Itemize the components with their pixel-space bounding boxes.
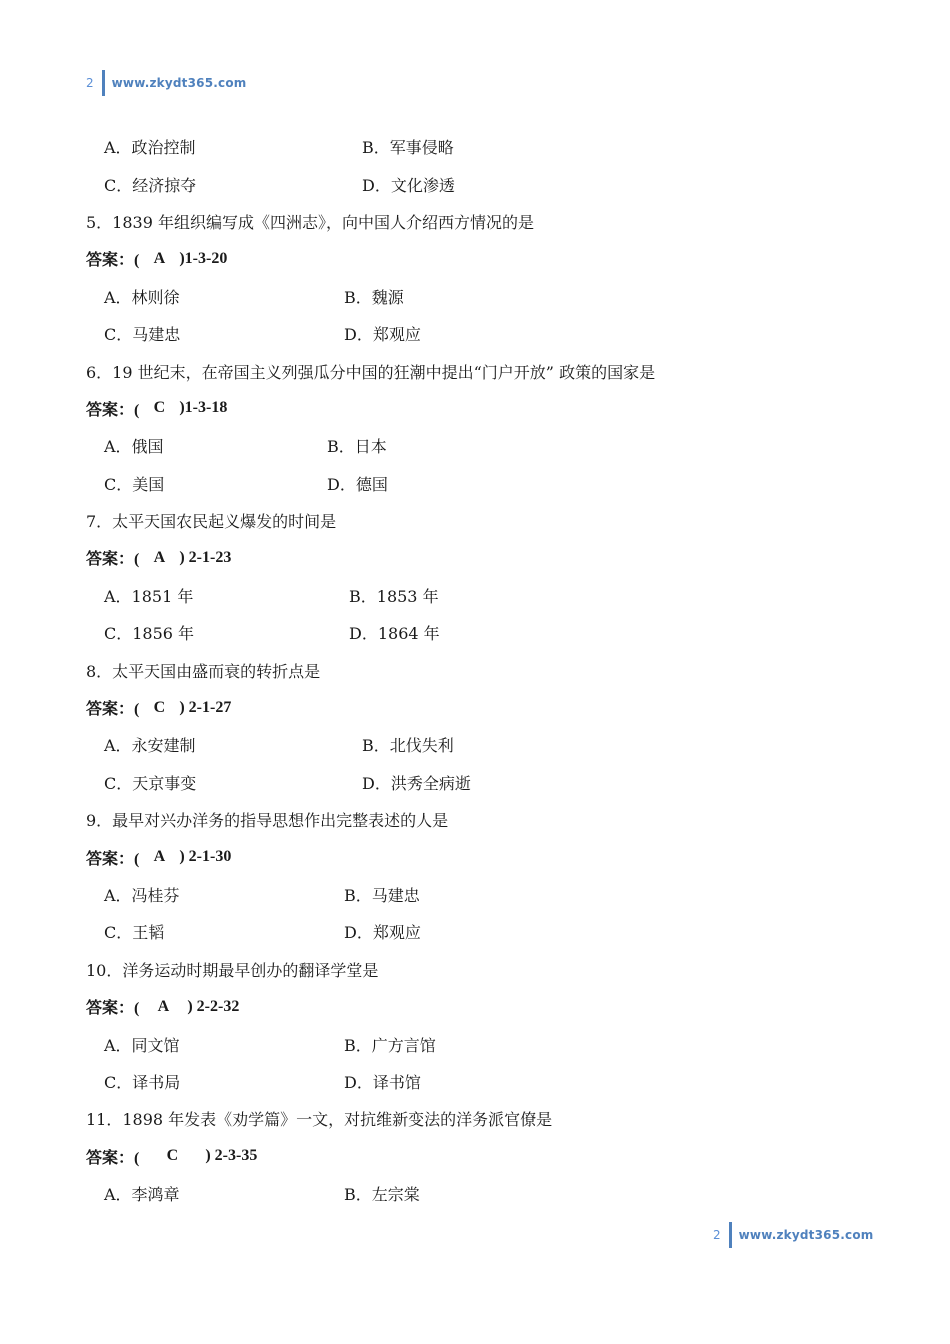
q5-option-d: D．郑观应 [344,325,421,345]
page-header [86,70,246,96]
answer-letter: C [166,1147,179,1165]
q6-option-c: C．美国 [104,474,165,494]
answer-code: ) 2-1-23 [179,548,232,566]
q5-options-row-2 [86,315,866,352]
answer-prefix: 答案：( [86,551,140,569]
q6-question: 6．19 世纪末，在帝国主义列强瓜分中国的狂潮中提出“门户开放” 政策的国家是 [86,362,656,382]
answer-letter: C [153,698,166,716]
q9-option-b: B．马建忠 [344,886,420,905]
q9-answer [86,838,866,875]
answer-letter: C [153,399,166,417]
q9-option-a: A．冯桂芬 [104,886,180,905]
q9-options-row-1 [86,876,866,913]
q8-options-row-2 [86,764,866,801]
q8-option-b: B．北伐失利 [362,736,454,756]
q7-answer [86,539,866,576]
q7-options-row-1 [86,577,866,614]
q9-options-row-2 [86,913,866,950]
answer-code: ) 2-3-35 [205,1147,258,1165]
answer-code: ) 2-1-30 [179,848,232,866]
q7-question: 7．太平天国农民起义爆发的时间是 [86,512,337,532]
q5-option-a: A．林则徐 [104,287,180,307]
header-page-number: 2 [86,76,94,90]
q5-option-c: C．马建忠 [104,325,181,345]
q6-option-b: B．日本 [327,437,387,457]
q7-option-a: A．1851 年 [104,586,194,606]
q5-answer [86,240,866,277]
q11-option-b: B．左宗棠 [344,1185,420,1205]
q9-option-c: C．王韬 [104,923,165,943]
footer-page-number: 2 [713,1228,721,1242]
q10-options-row-2 [86,1063,866,1100]
q11-question: 11．1898 年发表《劝学篇》一文，对抗维新变法的洋务派官僚是 [86,1110,553,1130]
answer-prefix: 答案：( [86,1149,140,1167]
answer-prefix: 答案：( [86,701,140,719]
answer-letter: A [153,848,166,866]
q6-option-a: A．俄国 [104,437,164,457]
q6-answer [86,390,866,427]
answer-code: )1-3-18 [179,399,228,417]
page-footer [713,1222,873,1248]
header-site-link[interactable]: www.zkydt365.com [111,76,247,90]
q5-option-b: B．魏源 [344,287,404,307]
q7-option-c: C．1856 年 [104,624,195,644]
q6-options-row-1 [86,427,866,464]
q8-option-d: D．洪秀全病逝 [362,773,471,793]
q5-question: 5．1839 年组织编写成《四洲志》，向中国人介绍西方情况的是 [86,212,534,232]
footer-divider [729,1222,732,1248]
q8-options-row-1 [86,726,866,763]
q8-question: 8．太平天国由盛而衰的转折点是 [86,661,321,681]
answer-prefix: 答案：( [86,850,140,868]
q11-options-row-1 [86,1175,866,1212]
q10-question: 10．洋务运动时期最早创办的翻译学堂是 [86,960,379,980]
q10-option-c: C．译书局 [104,1072,181,1092]
q8-option-a: A．永安建制 [104,736,196,756]
answer-prefix: 答案：( [86,1000,140,1018]
q10-option-b: B．广方言馆 [344,1035,436,1055]
question-list [86,128,866,1212]
q4-options-row-2 [86,165,866,202]
answer-prefix: 答案：( [86,252,140,270]
answer-prefix: 答案：( [86,401,140,419]
answer-code: ) 2-2-32 [187,997,240,1015]
q11-option-a: A．李鸿章 [104,1185,180,1205]
q7-option-d: D．1864 年 [349,624,440,644]
footer-site-link[interactable]: www.zkydt365.com [738,1228,874,1242]
q6-option-d: D．德国 [327,474,388,494]
q10-option-a: A．同文馆 [104,1035,180,1055]
q4-option-a: A．政治控制 [104,138,196,158]
q4-option-d: D．文化渗透 [362,175,455,195]
q8-answer [86,689,866,726]
header-divider [102,70,105,96]
q9-question: 9．最早对兴办洋务的指导思想作出完整表述的人是 [86,811,449,831]
answer-letter: A [157,997,170,1015]
q10-options-row-1 [86,1025,866,1062]
answer-letter: A [153,548,166,566]
q7-options-row-2 [86,614,866,651]
q11-answer [86,1138,866,1175]
q4-option-c: C．经济掠夺 [104,175,197,195]
answer-code: )1-3-20 [179,249,228,267]
q5-options-row-1 [86,278,866,315]
q4-option-b: B．军事侵略 [362,138,454,158]
answer-code: ) 2-1-27 [179,698,232,716]
q7-option-b: B．1853 年 [349,586,439,606]
q8-option-c: C．天京事变 [104,773,197,793]
q6-options-row-2 [86,465,866,502]
q10-answer [86,988,866,1025]
q4-options-row-1 [86,128,866,165]
answer-letter: A [153,249,166,267]
q9-option-d: D．郑观应 [344,923,421,943]
q10-option-d: D．译书馆 [344,1072,421,1092]
